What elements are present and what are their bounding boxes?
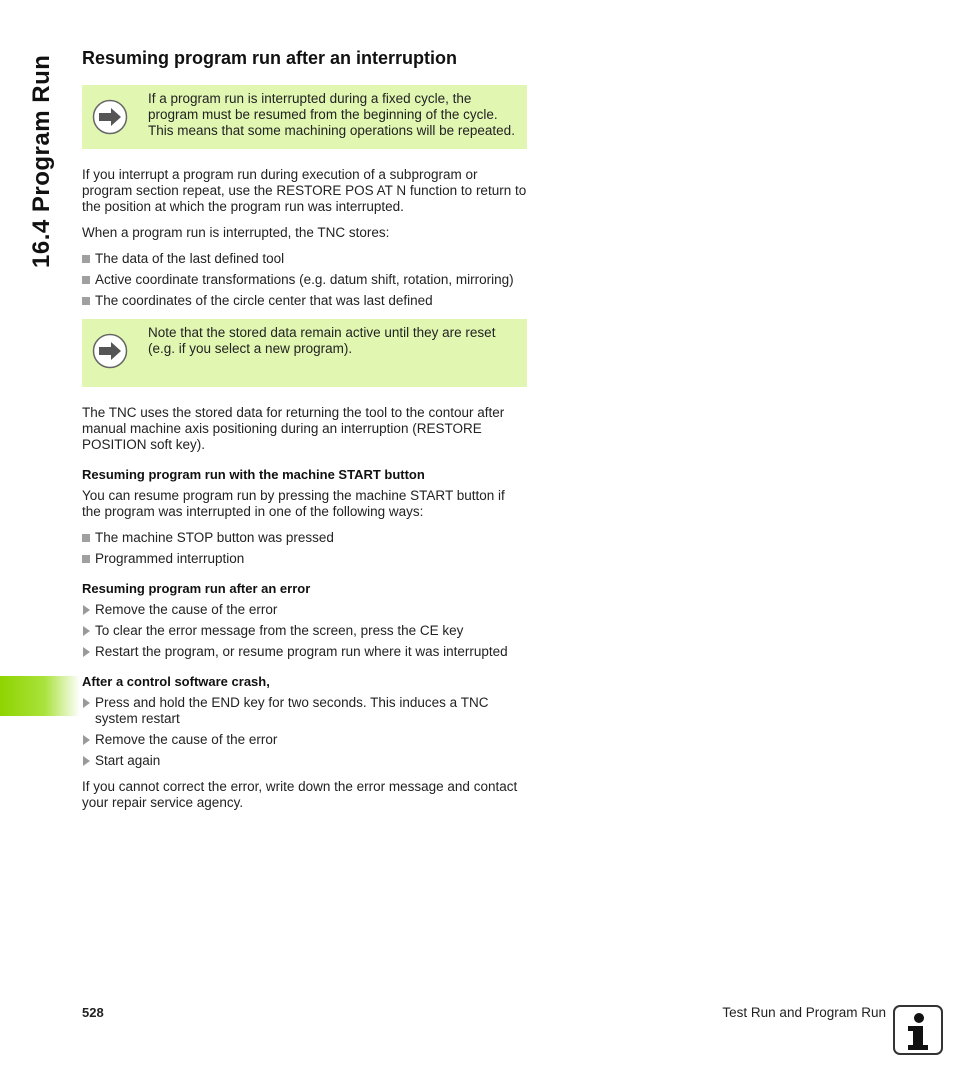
page-heading: Resuming program run after an interruption	[82, 48, 458, 68]
list-item: The machine STOP button was pressed	[82, 530, 527, 546]
crash-steps-list	[82, 695, 527, 769]
list-item: Active coordinate transformations (e.g. datum shift, rotation, mirroring)	[82, 272, 527, 288]
main-content	[82, 48, 527, 821]
step-item: Press and hold the END key for two seconds. This induces a TNC system restart	[82, 695, 527, 727]
arrow-right-icon	[92, 333, 128, 369]
error-steps-list	[82, 602, 527, 660]
section-heading-after-error: Resuming program run after an error	[82, 581, 311, 596]
note-box-cycle-interrupt	[82, 85, 527, 149]
step-item: To clear the error message from the screen, press the CE key	[82, 623, 527, 639]
note-text: Note that the stored data remain active until they are reset (e.g. if you select a new program).	[148, 325, 496, 356]
stored-data-list	[82, 251, 527, 309]
paragraph-repair-service: If you cannot correct the error, write down the error message and contact your repair service agency.	[82, 779, 518, 810]
list-item: The coordinates of the circle center that was last defined	[82, 293, 527, 309]
chapter-side-title-text: 16.4 Program Run	[28, 54, 55, 268]
step-item: Remove the cause of the error	[82, 602, 527, 618]
paragraph-start-button: You can resume program run by pressing the machine START button if the program was interrupted in one of the following ways:	[82, 488, 505, 519]
arrow-right-icon	[92, 99, 128, 135]
step-item: Restart the program, or resume program run where it was interrupted	[82, 644, 527, 660]
page-number: 528	[82, 1005, 104, 1020]
note-box-stored-data	[82, 319, 527, 387]
paragraph-restore-pos: If you interrupt a program run during execution of a subprogram or program section repeat, use the RESTORE POS AT N function to return to the position at which the program run was interrupted.	[82, 167, 527, 214]
chapter-side-title	[22, 54, 62, 280]
list-item: Programmed interruption	[82, 551, 527, 567]
section-heading-software-crash: After a control software crash,	[82, 674, 270, 689]
chapter-tab-marker	[0, 676, 80, 716]
step-item: Remove the cause of the error	[82, 732, 527, 748]
footer-chapter-title: Test Run and Program Run	[722, 1005, 886, 1020]
section-heading-start-button: Resuming program run with the machine START button	[82, 467, 425, 482]
paragraph-stored-data-usage: The TNC uses the stored data for returning the tool to the contour after manual machine axis positioning during an interruption (RESTORE POSITION soft key).	[82, 405, 505, 452]
interruption-ways-list	[82, 530, 527, 567]
paragraph-tnc-stores: When a program run is interrupted, the TNC stores:	[82, 225, 390, 240]
note-text: If a program run is interrupted during a fixed cycle, the program must be resumed from the beginning of the cycle. This means that some machining operations will be repeated.	[148, 91, 515, 138]
step-item: Start again	[82, 753, 527, 769]
list-item: The data of the last defined tool	[82, 251, 527, 267]
info-icon	[893, 1005, 943, 1055]
